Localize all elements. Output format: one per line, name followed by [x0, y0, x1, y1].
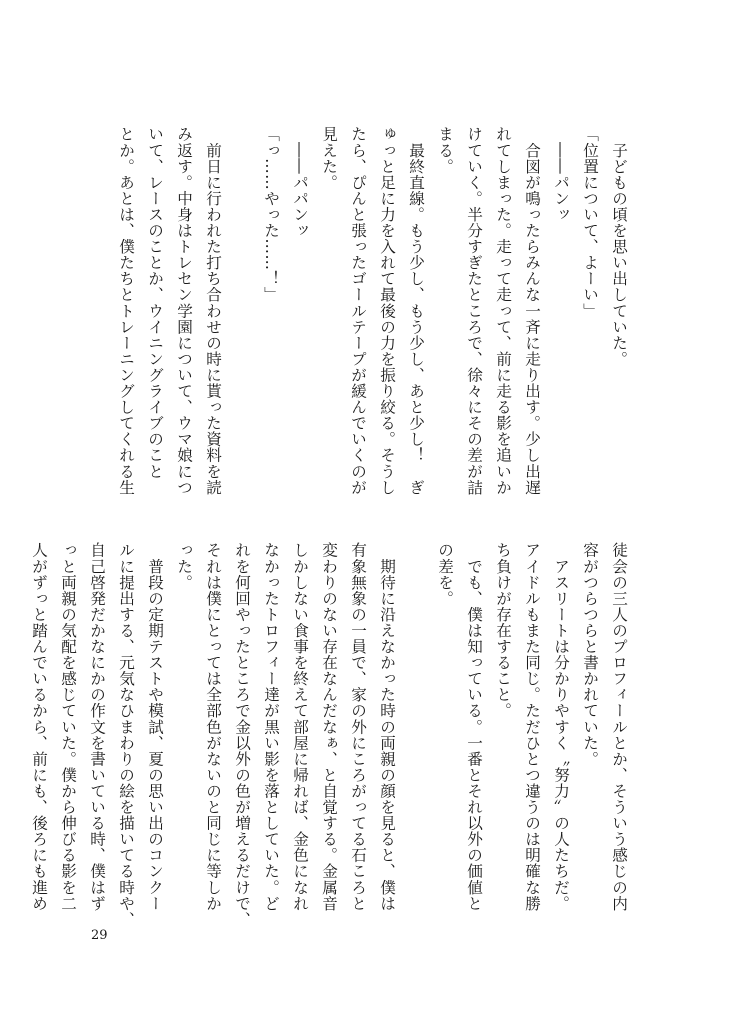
page-number: 29	[91, 928, 108, 943]
text-line: 期待に沿えなかった時の両親の顔を見ると、僕は	[378, 542, 396, 912]
text-line: っと両親の気配を感じていた。僕から伸びる影を二	[59, 542, 77, 912]
text-line	[401, 542, 430, 920]
text-line: ルに提出する、元気なひまわりの絵を描いてる時や、	[117, 542, 135, 928]
text-line: でも、僕は知っている。一番とそれ以外の価値と	[465, 542, 483, 912]
text-line: まる。	[436, 126, 454, 175]
lower-text-block	[30, 542, 633, 928]
text-line: 人がずっと踏んでいるから、前にも、後ろにも進め	[30, 542, 48, 912]
text-line: ち負けが存在すること。	[494, 542, 512, 719]
text-line: 見えた。	[320, 126, 338, 191]
text-line: アスリートは分かりやすく〝努力〟の人たちだ。	[552, 542, 570, 912]
text-line: たら、ぴんと張ったゴールテープが緩んでいくのが	[349, 126, 367, 496]
text-line: った。	[175, 542, 193, 591]
text-line: けていく。半分すぎたところで、徐々にその差が詰	[465, 126, 483, 496]
text-line: ゅっと足に力を入れて最後の力を振り絞る。そうし	[378, 126, 396, 496]
text-line: 変わりのない存在なんだなぁ、と自覚する。金属音	[320, 542, 338, 912]
text-line: 有象無象の一員で、家の外にころがってる石ころと	[349, 542, 367, 912]
text-line: ――パパンッ	[291, 126, 309, 239]
text-line: 「位置について、よーい」	[581, 126, 599, 319]
text-line	[227, 126, 256, 506]
text-line: いて、レースのことか、ウイニングライブのこと	[146, 126, 164, 480]
text-line: 最終直線。もう少し、もう少し、あと少し！ ぎ	[407, 126, 425, 496]
text-line: 合図が鳴ったらみんな一斉に走り出す。少し出遅	[523, 126, 541, 496]
text-line: それは僕にとっては全部色がないのと同じに等しか	[204, 542, 222, 912]
text-line: れを何回やったところで金以外の色が増えるだけで、	[233, 542, 251, 928]
text-line: 前日に行われた打ち合わせの時に貰った資料を読	[204, 126, 222, 496]
text-line: の差を。	[436, 542, 454, 607]
text-line: 容がつらつらと書かれていた。	[581, 542, 599, 767]
text-line: とか。あとは、僕たちとトレーニングしてくれる生	[117, 126, 135, 496]
text-line: れてしまった。走って走って、前に走る影を追いか	[494, 126, 512, 496]
text-line: み返す。中身はトレセン学園について、ウマ娘につ	[175, 126, 193, 496]
text-line: しかしない食事を終えて部屋に帰れば、金色になれ	[291, 542, 309, 912]
text-line: 自己啓発だかなにかの作文を書いている時、僕はず	[88, 542, 106, 912]
text-line: ――パンッ	[552, 126, 570, 223]
text-line: アイドルもまた同じ。ただひとつ違うのは明確な勝	[523, 542, 541, 912]
text-line: 「っ……やった……！」	[262, 126, 280, 303]
text-line: 子どもの頃を思い出していた。	[610, 126, 628, 367]
text-line: 普段の定期テストや模試、夏の思い出のコンクー	[146, 542, 164, 912]
text-line: なかったトロフィー達が黒い影を落としていた。ど	[262, 542, 280, 912]
text-line: 徒会の三人のプロフィールとか、そういう感じの内	[610, 542, 628, 912]
upper-text-block	[93, 126, 633, 506]
